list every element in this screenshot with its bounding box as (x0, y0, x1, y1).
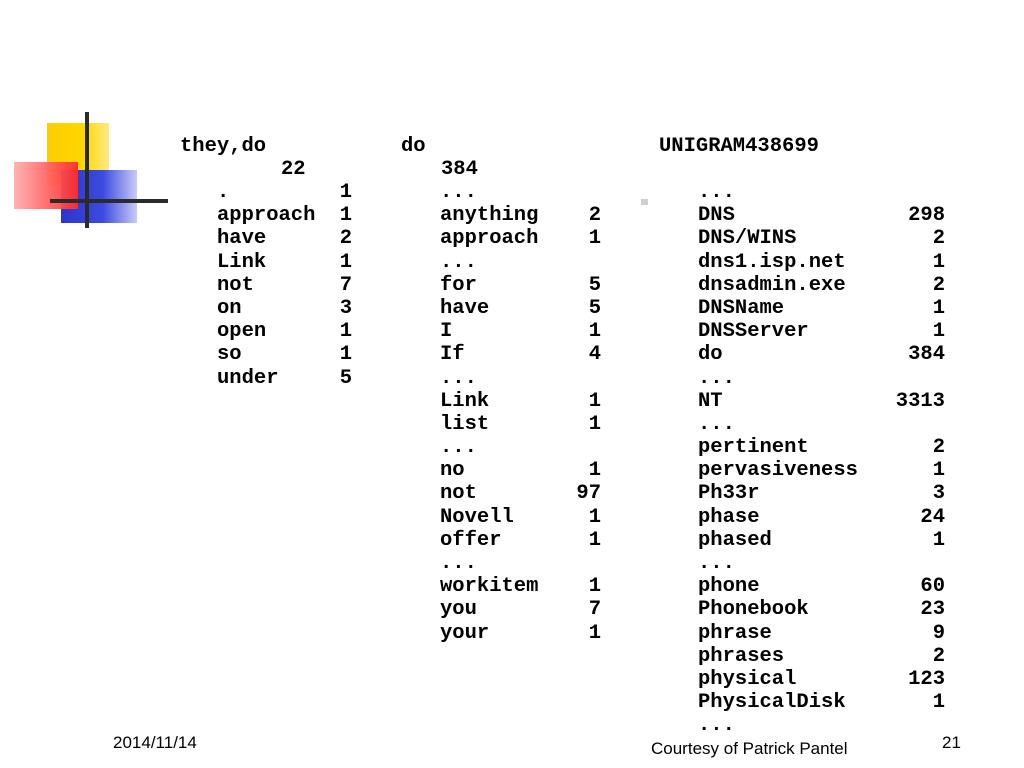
row-word: phone (698, 575, 760, 599)
row-word: offer (440, 528, 502, 552)
row-count: 2 (932, 227, 945, 251)
row-word: not (440, 482, 477, 506)
row-count: 5 (339, 366, 352, 390)
word-count-row (180, 204, 352, 228)
word-count-row (401, 273, 601, 297)
word-count-row (659, 667, 945, 691)
row-count: 123 (908, 667, 945, 691)
row-count: 1 (932, 296, 945, 320)
row-word: Phonebook (698, 598, 809, 622)
row-word: approach (217, 204, 316, 228)
word-count-row (401, 621, 601, 645)
row-word: If (440, 343, 465, 367)
row-count: 1 (588, 227, 601, 251)
word-count-row (659, 181, 733, 204)
word-count-row (180, 250, 352, 274)
decorative-vertical-line (85, 112, 89, 228)
row-word: Link (440, 389, 490, 413)
row-count: 1 (588, 320, 601, 344)
block-header (180, 111, 306, 181)
row-word: ... (440, 250, 477, 274)
row-count: 1 (339, 343, 352, 367)
row-count: 298 (908, 204, 945, 228)
row-count: 1 (932, 459, 945, 483)
row-word: Ph33r (698, 482, 760, 506)
row-count: 3313 (895, 389, 945, 413)
row-count: 2 (932, 273, 945, 297)
row-word: ... (440, 181, 477, 204)
row-count: 2 (588, 204, 601, 228)
row-count: 1 (932, 691, 945, 715)
row-word: list (440, 412, 490, 436)
row-count: 1 (588, 505, 601, 529)
row-word: ... (698, 366, 735, 390)
word-count-row (401, 181, 475, 204)
row-count: 5 (588, 273, 601, 297)
row-count: 7 (339, 273, 352, 297)
word-count-row (180, 366, 352, 390)
word-count-row (180, 320, 352, 344)
header-word: UNIGRAM438699 (659, 134, 819, 158)
word-count-row (401, 367, 475, 390)
row-word: ... (698, 181, 735, 204)
row-word: so (217, 343, 242, 367)
row-count: 1 (932, 250, 945, 274)
they-do-count-block (180, 65, 352, 436)
word-count-row (659, 552, 733, 575)
row-count: 5 (588, 296, 601, 320)
decorative-horizontal-line (50, 199, 168, 203)
row-count: 3 (339, 296, 352, 320)
row-count: 24 (920, 505, 945, 529)
row-count: 4 (588, 343, 601, 367)
block-header (401, 111, 478, 181)
row-word: pervasiveness (698, 459, 858, 483)
row-word: Link (217, 250, 267, 274)
row-word: ... (440, 436, 477, 460)
word-count-row (659, 714, 733, 737)
row-count: 60 (920, 575, 945, 599)
word-count-row (401, 389, 601, 413)
row-word: phrases (698, 644, 785, 668)
word-count-row (180, 296, 352, 320)
row-count: 3 (932, 482, 945, 506)
word-count-row (401, 552, 475, 575)
row-count: 23 (920, 598, 945, 622)
word-count-row (401, 343, 601, 367)
row-word: have (440, 296, 490, 320)
header-count: 384 (441, 157, 478, 181)
row-word: pertinent (698, 436, 809, 460)
row-count: 1 (339, 320, 352, 344)
row-count: 384 (908, 343, 945, 367)
row-word: physical (698, 667, 797, 691)
word-count-row (659, 250, 945, 274)
word-count-row (659, 691, 945, 715)
row-count: 1 (339, 181, 352, 204)
row-count: 1 (588, 459, 601, 483)
word-count-row (659, 367, 733, 390)
row-count: 1 (588, 528, 601, 552)
row-count: 2 (339, 227, 352, 251)
row-count: 7 (588, 598, 601, 622)
row-word: DNSName (698, 296, 785, 320)
word-count-list (401, 181, 601, 645)
row-word: workitem (440, 575, 539, 599)
row-word: DNS (698, 204, 735, 228)
word-count-row (401, 296, 601, 320)
footer-date: 2014/11/14 (113, 733, 197, 752)
row-word: approach (440, 227, 539, 251)
row-word: ... (698, 714, 735, 738)
word-count-row (401, 251, 475, 274)
row-word: Novell (440, 505, 514, 529)
word-count-row (401, 436, 475, 459)
row-word: phased (698, 528, 772, 552)
row-word: have (217, 227, 267, 251)
block-header (659, 111, 819, 158)
row-count: 1 (932, 320, 945, 344)
word-count-row (659, 204, 945, 228)
row-word: dnsadmin.exe (698, 273, 846, 297)
row-count: 1 (588, 389, 601, 413)
do-count-block (401, 65, 601, 691)
word-count-row (180, 273, 352, 297)
row-word: DNS/WINS (698, 227, 797, 251)
row-word: DNSServer (698, 320, 809, 344)
row-word: ... (440, 366, 477, 390)
word-count-row (659, 598, 945, 622)
word-count-row (401, 412, 601, 436)
footer-courtesy: Courtesy of Patrick Pantel (651, 739, 848, 758)
row-word: . (217, 181, 230, 204)
row-word: anything (440, 204, 539, 228)
row-word: do (698, 343, 723, 367)
row-word: ... (698, 412, 735, 436)
word-count-row (659, 436, 945, 460)
row-word: your (440, 621, 490, 645)
row-word: under (217, 366, 279, 390)
word-count-row (180, 227, 352, 251)
word-count-row (180, 343, 352, 367)
row-word: you (440, 598, 477, 622)
row-word: phrase (698, 621, 772, 645)
row-word: I (440, 320, 453, 344)
word-count-row (401, 459, 601, 483)
row-count: 9 (932, 621, 945, 645)
word-count-row (659, 227, 945, 251)
row-word: dns1.isp.net (698, 250, 846, 274)
row-word: no (440, 459, 465, 483)
word-count-row (659, 389, 945, 413)
word-count-row (659, 621, 945, 645)
row-count: 2 (932, 436, 945, 460)
word-count-row (401, 482, 601, 506)
word-count-row (659, 482, 945, 506)
word-count-row (401, 528, 601, 552)
word-count-row (659, 296, 945, 320)
word-count-row (659, 320, 945, 344)
row-count: 1 (932, 528, 945, 552)
word-count-row (401, 575, 601, 599)
row-word: not (217, 273, 254, 297)
word-count-row (659, 644, 945, 668)
word-count-row (401, 598, 601, 622)
row-word: for (440, 273, 477, 297)
row-word: NT (698, 389, 723, 413)
row-count: 2 (932, 644, 945, 668)
word-count-row (401, 505, 601, 529)
word-count-row (659, 575, 945, 599)
word-count-list (659, 181, 945, 738)
row-count: 1 (588, 621, 601, 645)
word-count-row (401, 227, 601, 251)
row-word: PhysicalDisk (698, 691, 846, 715)
header-word: do (401, 134, 426, 158)
row-word: on (217, 296, 242, 320)
word-count-row (659, 343, 945, 367)
word-count-row (659, 505, 945, 529)
decorative-dot (641, 199, 648, 205)
row-word: ... (440, 552, 477, 575)
word-count-row (401, 320, 601, 344)
header-word: they,do (180, 134, 267, 158)
word-count-row (659, 413, 733, 436)
row-count: 1 (588, 575, 601, 599)
row-count: 1 (339, 250, 352, 274)
row-word: open (217, 320, 267, 344)
word-count-row (659, 273, 945, 297)
word-count-row (659, 459, 945, 483)
row-word: phase (698, 505, 760, 529)
header-count: 22 (281, 157, 306, 181)
row-count: 1 (588, 412, 601, 436)
word-count-row (180, 181, 352, 204)
word-count-row (659, 528, 945, 552)
row-word: ... (698, 552, 735, 575)
row-count: 97 (576, 482, 601, 506)
word-count-row (401, 204, 601, 228)
word-count-list (180, 181, 352, 390)
row-count: 1 (339, 204, 352, 228)
page-number: 21 (942, 733, 961, 752)
